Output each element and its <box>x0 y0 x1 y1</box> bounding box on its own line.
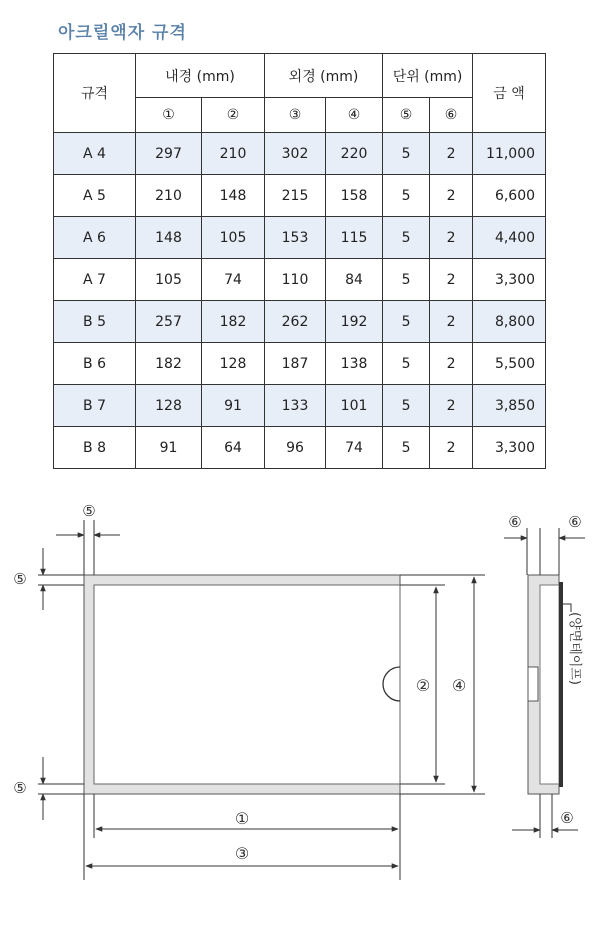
cell-price: 3,300 <box>473 259 546 301</box>
cell-spec: A 5 <box>54 175 136 217</box>
cell-c2: 210 <box>202 133 265 175</box>
label-3: ③ <box>234 844 250 863</box>
cell-c2: 105 <box>202 217 265 259</box>
cell-price: 5,500 <box>473 343 546 385</box>
side-back <box>540 585 559 784</box>
cell-c3: 96 <box>265 427 326 469</box>
header-spec: 규격 <box>54 54 136 133</box>
cell-c6: 2 <box>430 301 473 343</box>
cell-price: 6,600 <box>473 175 546 217</box>
cell-c2: 64 <box>202 427 265 469</box>
tape-label: (양면테이프) <box>567 612 582 685</box>
cell-c6: 2 <box>430 175 473 217</box>
cell-c6: 2 <box>430 343 473 385</box>
cell-c3: 215 <box>265 175 326 217</box>
cell-c4: 115 <box>326 217 383 259</box>
cell-c1: 148 <box>136 217 202 259</box>
cell-c5: 5 <box>383 259 430 301</box>
header-outer: 외경 (mm) <box>265 54 383 98</box>
cell-c3: 302 <box>265 133 326 175</box>
label-6-top-left: ⑥ <box>508 513 522 531</box>
cell-spec: A 7 <box>54 259 136 301</box>
cell-c3: 262 <box>265 301 326 343</box>
cell-c1: 297 <box>136 133 202 175</box>
dim-6-top <box>504 528 585 575</box>
side-notch <box>528 667 538 701</box>
cell-c3: 187 <box>265 343 326 385</box>
cell-c4: 220 <box>326 133 383 175</box>
page-title: 아크릴액자 규격 <box>58 23 187 43</box>
cell-c6: 2 <box>430 217 473 259</box>
cell-price: 3,850 <box>473 385 546 427</box>
cell-spec: A 4 <box>54 133 136 175</box>
cell-c6: 2 <box>430 385 473 427</box>
cell-c4: 138 <box>326 343 383 385</box>
subheader: ① <box>136 98 202 133</box>
double-sided-tape <box>559 582 563 787</box>
subheader: ⑤ <box>383 98 430 133</box>
label-5-left-lower: ⑤ <box>13 779 27 797</box>
cell-spec: B 8 <box>54 427 136 469</box>
cell-c5: 5 <box>383 175 430 217</box>
cell-price: 3,300 <box>473 427 546 469</box>
subheader: ③ <box>265 98 326 133</box>
tape-leader <box>563 604 571 612</box>
cell-c3: 110 <box>265 259 326 301</box>
side-view <box>528 575 563 794</box>
subheader: ⑥ <box>430 98 473 133</box>
cell-price: 4,400 <box>473 217 546 259</box>
cell-price: 11,000 <box>473 133 546 175</box>
cell-c4: 84 <box>326 259 383 301</box>
dim-4 <box>400 575 485 794</box>
cell-c1: 257 <box>136 301 202 343</box>
cell-c1: 91 <box>136 427 202 469</box>
cell-c4: 158 <box>326 175 383 217</box>
label-5-top: ⑤ <box>82 502 96 520</box>
cell-c4: 74 <box>326 427 383 469</box>
header-unit: 단위 (mm) <box>383 54 473 98</box>
cell-c5: 5 <box>383 427 430 469</box>
cell-c6: 2 <box>430 259 473 301</box>
cell-c5: 5 <box>383 133 430 175</box>
dim-1 <box>94 794 400 880</box>
cell-c6: 2 <box>430 427 473 469</box>
cell-c2: 182 <box>202 301 265 343</box>
label-2: ② <box>415 676 431 695</box>
label-6-top-right: ⑥ <box>568 513 582 531</box>
label-5-left-upper: ⑤ <box>13 570 27 588</box>
cell-c4: 192 <box>326 301 383 343</box>
cell-c5: 5 <box>383 343 430 385</box>
cell-c2: 148 <box>202 175 265 217</box>
subheader: ② <box>202 98 265 133</box>
cell-spec: B 7 <box>54 385 136 427</box>
dim-5-top <box>56 520 120 575</box>
cell-c1: 128 <box>136 385 202 427</box>
cell-c1: 210 <box>136 175 202 217</box>
cell-c1: 105 <box>136 259 202 301</box>
cell-c6: 2 <box>430 133 473 175</box>
header-inner: 내경 (mm) <box>136 54 265 98</box>
header-price: 금 액 <box>473 54 546 133</box>
cell-c4: 101 <box>326 385 383 427</box>
label-4: ④ <box>451 676 467 695</box>
cell-c2: 128 <box>202 343 265 385</box>
cell-c1: 182 <box>136 343 202 385</box>
dim-5-left-upper <box>38 548 84 610</box>
cell-spec: A 6 <box>54 217 136 259</box>
dim-5-left-lower <box>38 757 84 820</box>
cell-c5: 5 <box>383 301 430 343</box>
cell-c3: 153 <box>265 217 326 259</box>
cell-spec: B 5 <box>54 301 136 343</box>
cell-c2: 74 <box>202 259 265 301</box>
cell-c2: 91 <box>202 385 265 427</box>
label-6-bottom: ⑥ <box>560 809 574 827</box>
cell-c5: 5 <box>383 385 430 427</box>
cell-c5: 5 <box>383 217 430 259</box>
label-1: ① <box>234 809 250 828</box>
front-view <box>84 575 400 794</box>
dim-3 <box>84 794 398 880</box>
cell-price: 8,800 <box>473 301 546 343</box>
cell-c3: 133 <box>265 385 326 427</box>
inner-opening <box>94 585 400 784</box>
subheader: ④ <box>326 98 383 133</box>
cell-spec: B 6 <box>54 343 136 385</box>
